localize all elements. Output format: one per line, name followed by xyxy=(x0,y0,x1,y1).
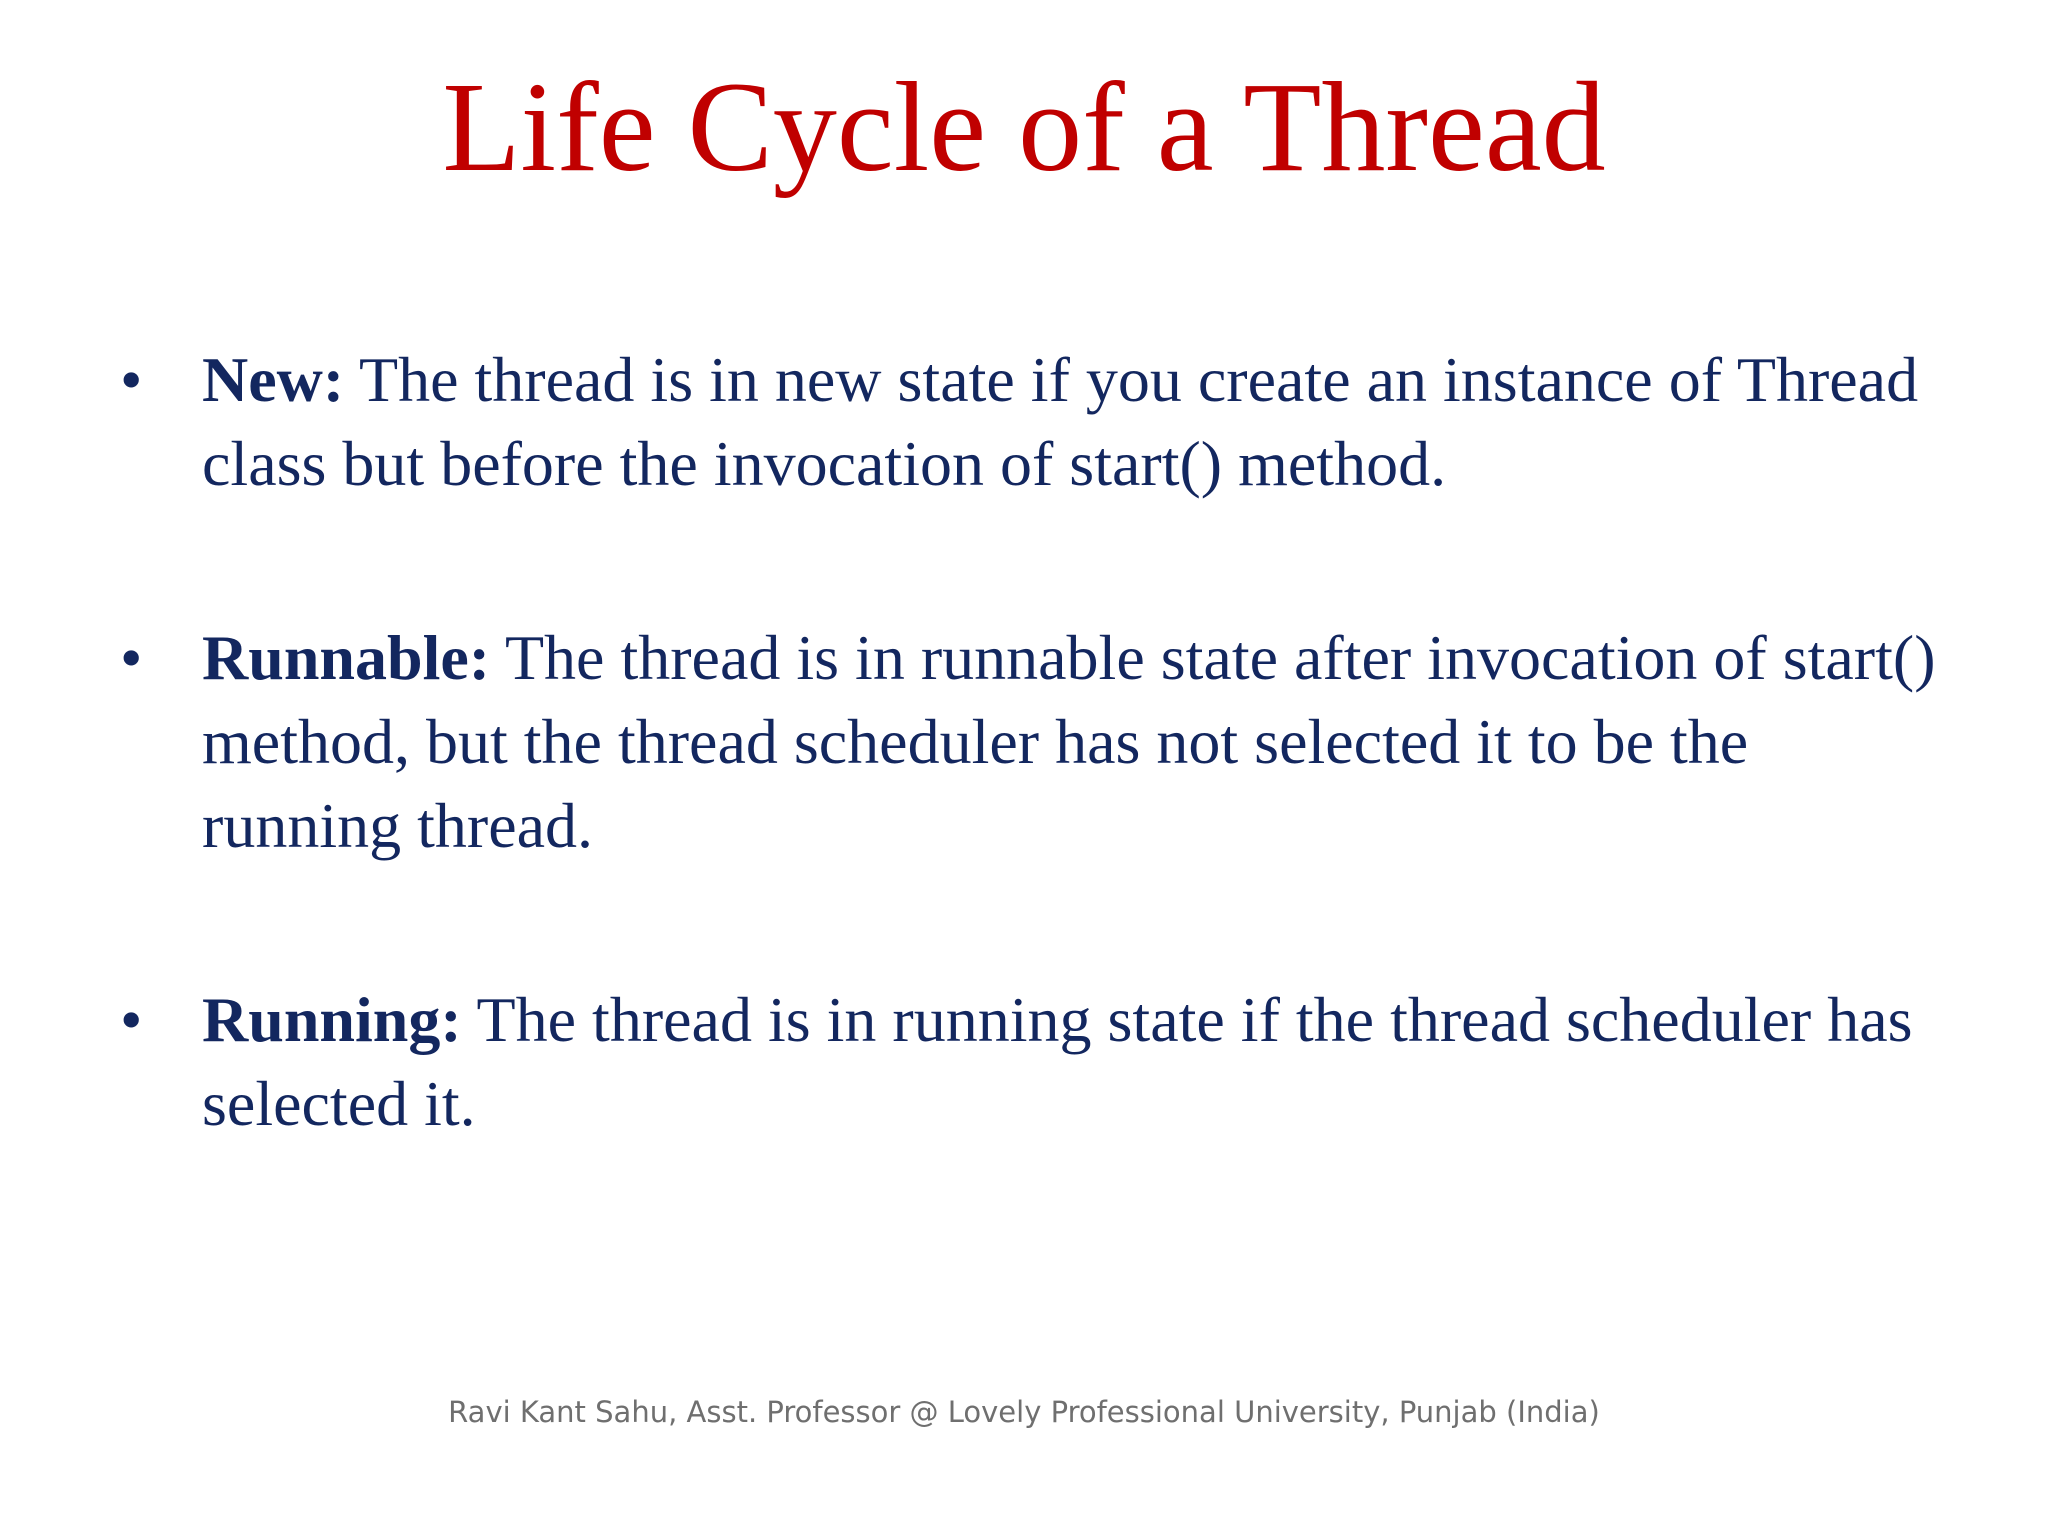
bullet-term: Runnable: xyxy=(202,622,491,693)
bullet-description: The thread is in new state if you create an instance of Thread class but before the invocation of start() method. xyxy=(202,344,1919,499)
bullet-dot-icon: • xyxy=(120,344,143,415)
bullet-list xyxy=(120,338,1940,1146)
bullet-term: New: xyxy=(202,344,345,415)
bullet-term: Running: xyxy=(202,984,462,1055)
bullet-dot-icon: • xyxy=(120,984,143,1055)
bullet-description: The thread is in runnable state after invocation of start() method, but the thread scheduler has not selected it to be the running thread. xyxy=(202,622,1936,861)
bullet-dot-icon: • xyxy=(120,622,143,693)
bullet-item-runnable xyxy=(120,616,1940,868)
slide-title: Life Cycle of a Thread xyxy=(442,56,1606,198)
bullet-item-running xyxy=(120,978,1940,1146)
slide-footer: Ravi Kant Sahu, Asst. Professor @ Lovely Professional University, Punjab (India) xyxy=(448,1395,1600,1429)
bullet-description: The thread is in running state if the thread scheduler has selected it. xyxy=(202,984,1913,1139)
bullet-item-new xyxy=(120,338,1940,506)
